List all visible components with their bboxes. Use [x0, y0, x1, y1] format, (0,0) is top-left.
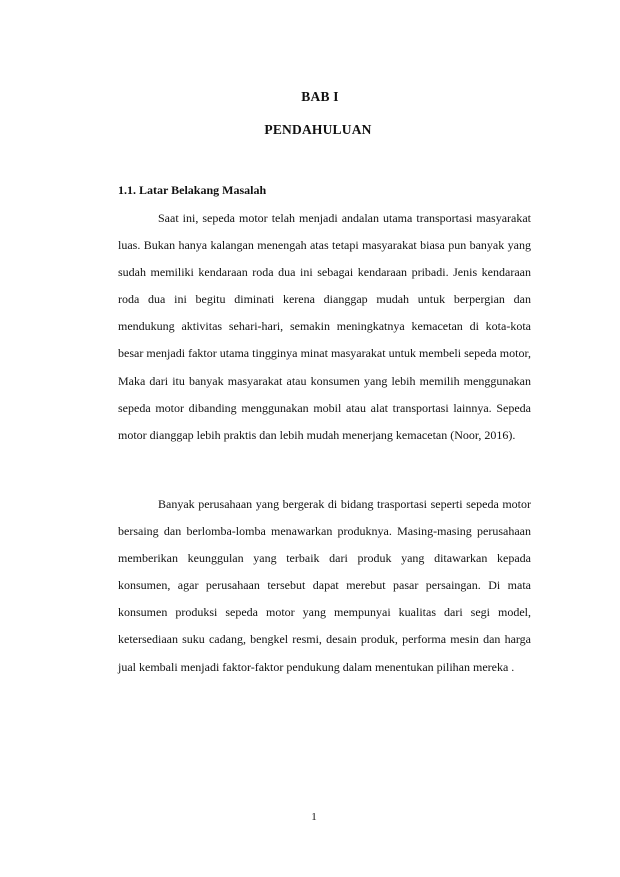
section-heading: 1.1. Latar Belakang Masalah	[118, 183, 267, 197]
chapter-number: BAB I	[301, 89, 339, 104]
paragraph-1: Saat ini, sepeda motor telah menjadi andalan utama transportasi masyarakat luas. Bukan hanya kalangan menengah atas tetapi masyarakat biasa pun banyak yang sudah memiliki kendaraan roda dua ini sebagai kendaraan pribadi. Jenis kendaraan roda dua ini begitu diminati kerena dianggap mudah untuk berpergian dan mendukung aktivitas sehari-hari, semakin meningkatnya kemacetan di kota-kota besar menjadi faktor utama tingginya minat masyarakat untuk membeli sepeda motor, Maka dari itu banyak masyarakat atau konsumen yang lebih memilih menggunakan sepeda motor dibanding menggunakan mobil atau alat transportasi lainnya. Sepeda motor dianggap lebih praktis dan lebih mudah menerjang kemacetan (Noor, 2016).	[118, 211, 531, 442]
paragraph-2: Banyak perusahaan yang bergerak di bidang trasportasi seperti sepeda motor bersaing dan berlomba-lomba menawarkan produknya. Masing-masing perusahaan memberikan keunggulan yang terbaik dari produk yang ditawarkan kepada konsumen, agar perusahaan tersebut dapat merebut pasar persaingan. Di mata konsumen produksi sepeda motor yang mempunyai kualitas dari segi model, ketersediaan suku cadang, bengkel resmi, desain produk, performa mesin dan harga jual kembali menjadi faktor-faktor pendukung dalam menentukan pilihan mereka .	[118, 497, 531, 674]
page-number: 1	[311, 811, 317, 823]
chapter-title: PENDAHULUAN	[264, 122, 372, 137]
